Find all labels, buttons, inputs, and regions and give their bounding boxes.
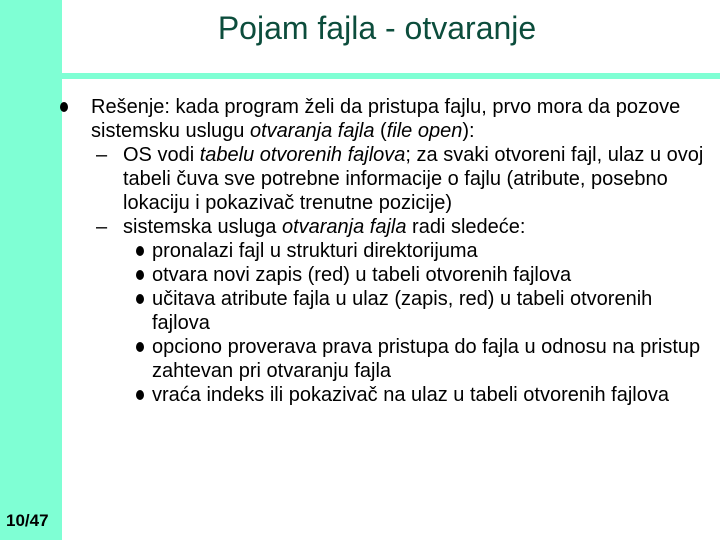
bullet-dot-icon [136,390,144,400]
bullet-text-part: Rešenje: kada program želi da pristupa fajlu, prvo mora da pozove sistemsku uslugu [91,96,681,142]
dash-text-part: radi sledeće: [406,216,526,238]
bullet-text-italic: file open [386,120,463,142]
dash-item-1 [58,143,708,215]
title-divider [62,73,720,79]
sub-bullet-text: pronalazi fajl u strukturi direktorijuma [152,240,478,262]
slide-title: Pojam fajla - otvaranje [217,10,537,46]
bullet-dot-icon [136,270,144,280]
dash-text-italic: otvaranja fajla [281,216,407,238]
sub-bullet-2 [58,263,708,287]
bullet-dot-icon [60,102,68,112]
sub-bullet-1 [58,239,708,263]
slide-body [58,95,708,407]
sub-bullet-4 [58,335,708,383]
left-accent-bar [0,0,62,540]
sub-bullet-text: opciono proverava prava pristupa do fajla u odnosu na pristup zahtevan pri otvaranju fajla [152,336,701,382]
sub-bullet-5 [58,383,708,407]
dash-text-part: OS vodi [123,144,200,166]
sub-bullet-text: učitava atribute fajla u ulaz (zapis, red) u tabeli otvorenih fajlova [152,288,653,334]
bullet-text-part: ( [374,120,387,142]
bullet-text-italic: otvaranja fajla [249,120,375,142]
bullet-item-1 [58,95,708,143]
dash-marker: – [96,144,108,166]
dash-text-part: ; za svaki otvoreni fajl, ulaz u ovoj tabeli čuva sve potrebne informacije o fajlu (atribute, posebno lokaciju i pokazivač trenutne pozicije) [123,144,704,214]
bullet-text-part: ): [462,120,475,142]
bullet-dot-icon [136,246,144,256]
dash-text-italic: tabelu otvorenih fajlova [199,144,406,166]
slide-number: 10/47 [6,511,49,530]
sub-bullet-3 [58,287,708,335]
bullet-dot-icon [136,294,144,304]
dash-item-2 [58,215,708,239]
dash-marker: – [96,216,108,238]
dash-text-part: sistemska usluga [123,216,282,238]
sub-bullet-text: vraća indeks ili pokazivač na ulaz u tabeli otvorenih fajlova [152,384,669,406]
sub-bullet-text: otvara novi zapis (red) u tabeli otvorenih fajlova [152,264,572,286]
bullet-dot-icon [136,342,144,352]
